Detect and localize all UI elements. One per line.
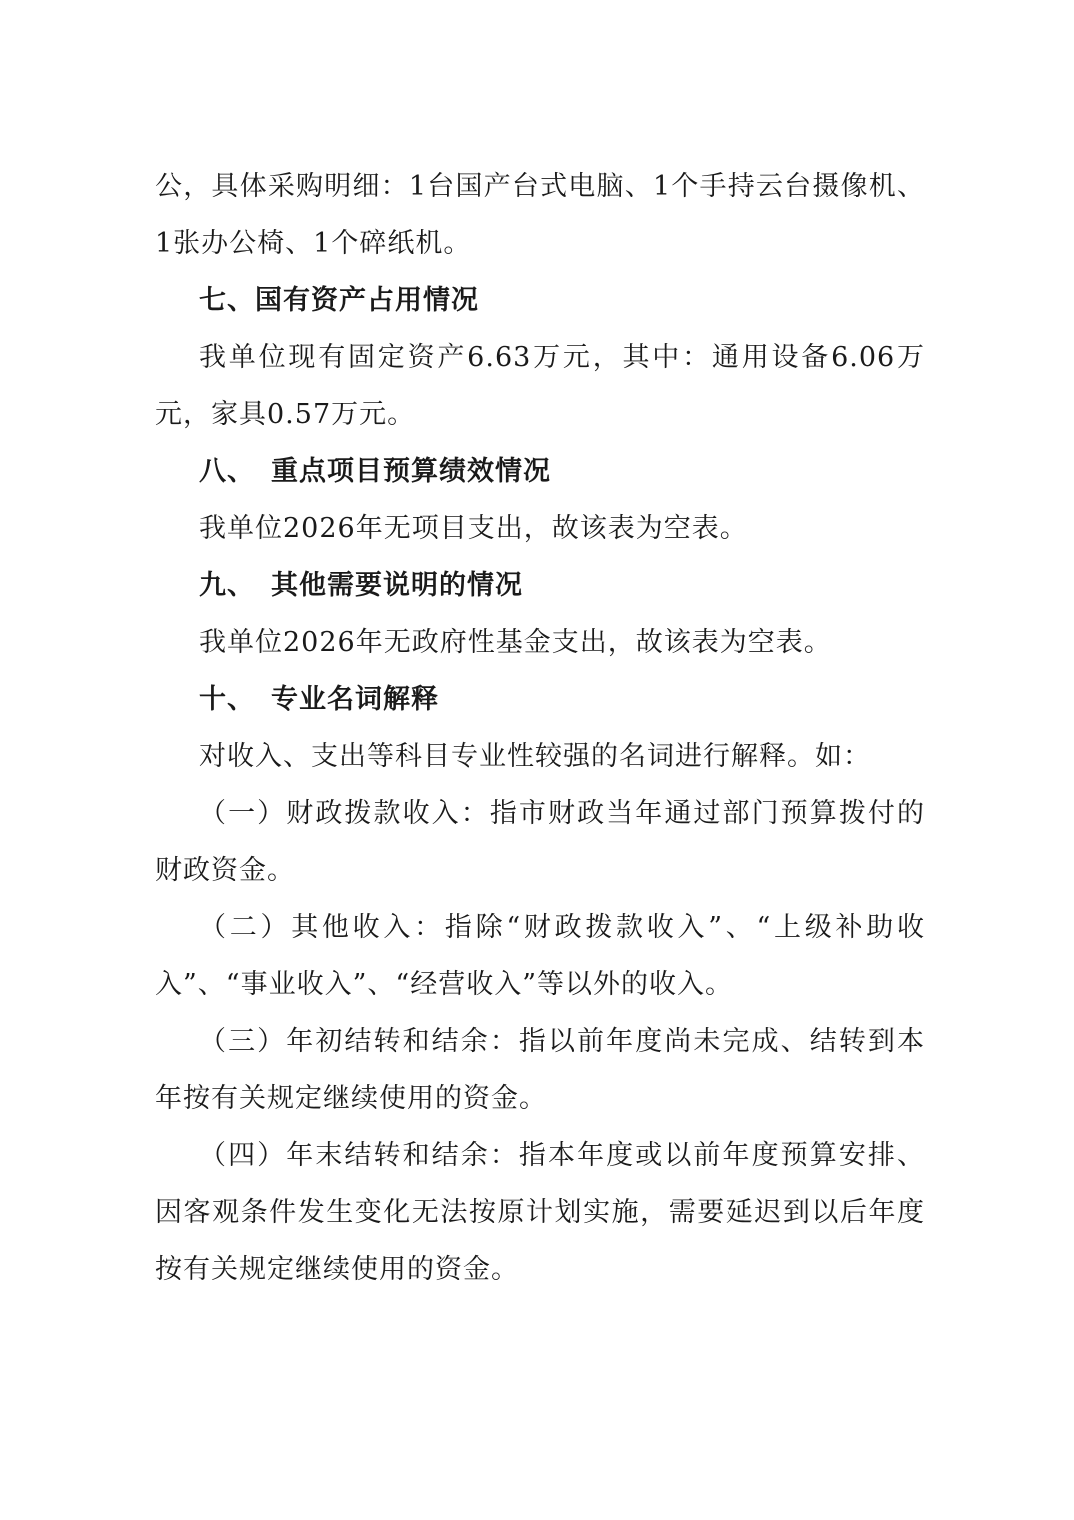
section-title: 专业名词解释 [271,684,439,715]
assets-paragraph: 我单位现有固定资产6.63万元，其中：通用设备6.06万元，家具0.57万元。 [155,342,925,430]
document-body [155,158,925,1298]
section-heading-9 [155,557,925,614]
section-heading-10 [155,671,925,728]
section-heading-8 [155,443,925,500]
section-number: 七、 [199,285,255,316]
fund-paragraph: 我单位2026年无政府性基金支出，故该表为空表。 [199,627,832,658]
glossary-intro-paragraph: 对收入、支出等科目专业性较强的名词进行解释。如： [199,741,871,772]
project-budget-paragraph: 我单位2026年无项目支出，故该表为空表。 [199,513,748,544]
definition-3: （三）年初结转和结余：指以前年度尚未完成、结转到本年按有关规定继续使用的资金。 [155,1026,925,1114]
section-number: 十、 [199,684,255,715]
procurement-detail-paragraph: 公，具体采购明细：1台国产台式电脑、1个手持云台摄像机、1张办公椅、1个碎纸机。 [155,171,925,259]
definition-4: （四）年末结转和结余：指本年度或以前年度预算安排、因客观条件发生变化无法按原计划实施，需要延迟到以后年度按有关规定继续使用的资金。 [155,1140,925,1285]
section-title: 其他需要说明的情况 [271,570,523,601]
section-number: 九、 [199,570,255,601]
section-title: 重点项目预算绩效情况 [271,456,551,487]
section-heading-7 [155,272,925,329]
definition-2: （二）其他收入：指除“财政拨款收入”、“上级补助收入”、“事业收入”、“经营收入”等以外的收入。 [155,912,925,1000]
section-title: 国有资产占用情况 [255,285,479,316]
section-number: 八、 [199,456,255,487]
definition-1: （一）财政拨款收入：指市财政当年通过部门预算拨付的财政资金。 [155,798,925,886]
